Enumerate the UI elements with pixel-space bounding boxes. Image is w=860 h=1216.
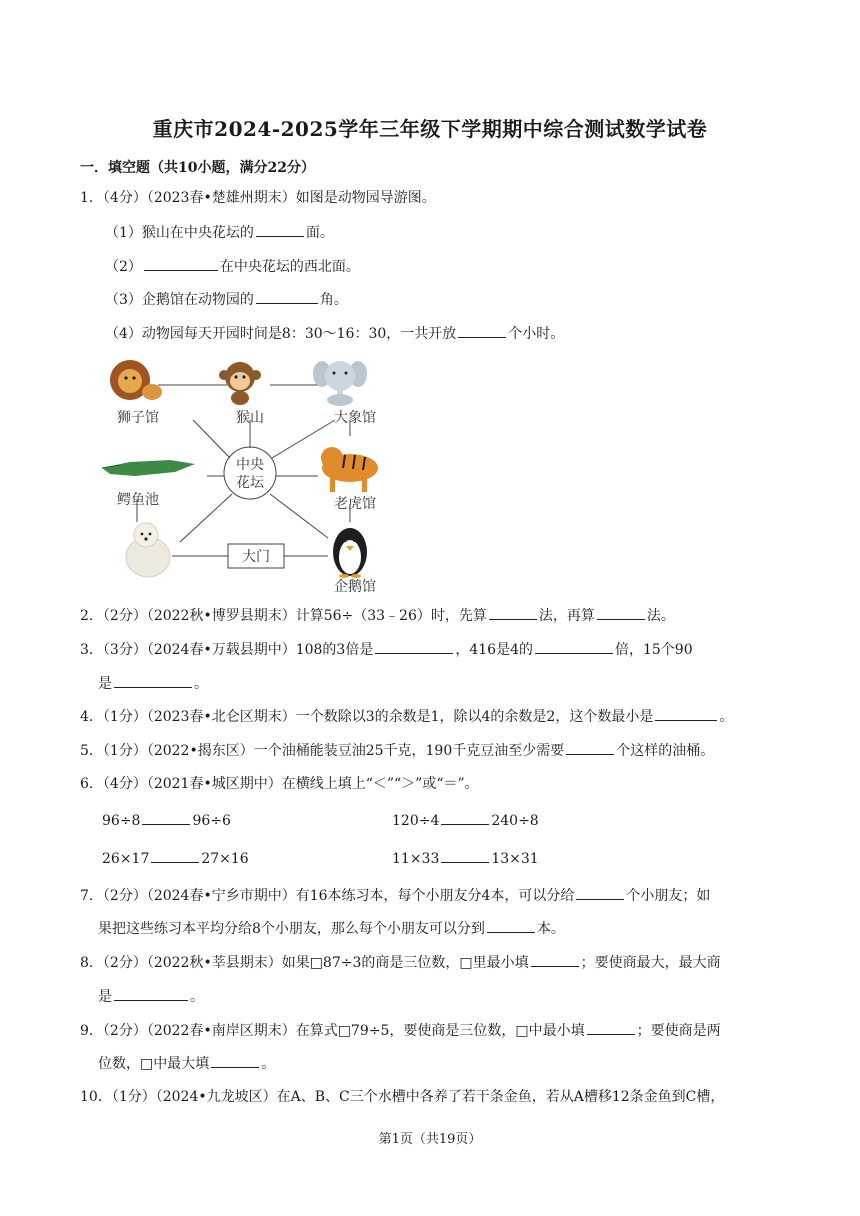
answer-blank[interactable] [655, 706, 717, 721]
central-garden-label-1: 中央 [236, 457, 264, 473]
q6-stem: 6．（4分）（2021春•城区期中）在横线上填上“＜”“＞”或“＝”。 [80, 776, 479, 792]
q7-line1: 7．（2分）（2024春•宁乡市期中）有16本练习本，每个小朋友分4本，可以分给 个小朋友；如 [80, 885, 710, 906]
q1-sub3: （3）企鹅馆在动物园的 角。 [105, 289, 348, 310]
answer-blank[interactable] [489, 605, 537, 620]
q3-line2: 是 。 [98, 673, 208, 694]
tiger-icon [321, 447, 378, 492]
q3-line1: 3．（3分）（2024春•万载县期中）108的3倍是 ，416是4的 倍，15个90 [80, 639, 693, 660]
answer-blank[interactable] [256, 289, 318, 304]
answer-blank[interactable] [142, 810, 190, 825]
crocodile-pool-label: 鳄鱼池 [117, 492, 159, 508]
q6-compare-2: 120÷4 240÷8 [392, 810, 539, 831]
penguin-icon [333, 528, 367, 578]
answer-blank[interactable] [441, 810, 489, 825]
answer-blank[interactable] [211, 1053, 259, 1068]
answer-blank[interactable] [458, 323, 506, 338]
answer-blank[interactable] [587, 1020, 635, 1035]
answer-blank[interactable] [144, 256, 218, 271]
answer-blank[interactable] [375, 639, 453, 654]
section-heading: 一．填空题（共10小题，满分22分） [80, 160, 315, 176]
q9-line2: 位数，□中最大填 。 [98, 1053, 275, 1074]
penguin-house-label: 企鹅馆 [334, 579, 376, 595]
q1-sub4: （4）动物园每天开园时间是8：30～16：30，一共开放 个小时。 [105, 323, 564, 344]
answer-blank[interactable] [531, 952, 579, 967]
elephant-icon [313, 361, 367, 406]
monkey-icon [219, 362, 261, 405]
zoo-map-diagram [100, 352, 385, 597]
q5: 5．（1分）（2022•揭东区）一个油桶能装豆油25千克，190千克豆油至少需要 个这样的油桶。 [80, 740, 714, 761]
q9-line1: 9．（2分）（2022春•南岸区期末）在算式□79÷5，要使商是三位数，□中最小填 ；要使商是两 [80, 1020, 721, 1041]
q6-compare-3: 26×17 27×16 [102, 848, 249, 869]
q8-line2: 是 。 [98, 986, 204, 1007]
q10-line1: 10．（1分）（2024•九龙坡区）在A、B、C三个水槽中各养了若干条金鱼，若从A槽移12条金鱼到C槽， [80, 1089, 725, 1105]
crocodile-icon [102, 460, 195, 476]
q7-line2: 果把这些练习本平均分给8个小朋友，那么每个小朋友可以分到 本。 [98, 918, 565, 939]
answer-blank[interactable] [441, 848, 489, 863]
main-gate-label: 大门 [242, 549, 270, 565]
lion-icon [110, 360, 162, 400]
tiger-house-label: 老虎馆 [334, 496, 376, 512]
page-footer: 第1页（共19页） [378, 1132, 482, 1147]
answer-blank[interactable] [597, 605, 645, 620]
answer-blank[interactable] [566, 740, 614, 755]
q8-line1: 8．（2分）（2022秋•莘县期末）如果□87÷3的商是三位数，□里最小填 ；要使商最大，最大商 [80, 952, 721, 973]
q1-sub2: （2） 在中央花坛的西北面。 [105, 256, 360, 277]
answer-blank[interactable] [114, 673, 192, 688]
answer-blank[interactable] [535, 639, 613, 654]
answer-blank[interactable] [114, 986, 188, 1001]
answer-blank[interactable] [576, 885, 624, 900]
monkey-hill-label: 猴山 [236, 410, 264, 426]
answer-blank[interactable] [256, 222, 304, 237]
q2: 2．（2分）（2022秋•博罗县期末）计算56÷（33﹣26）时，先算 法，再算 法。 [80, 605, 675, 626]
polar-bear-icon [126, 523, 170, 577]
answer-blank[interactable] [151, 848, 199, 863]
q1-stem: 1．（4分）（2023春•楚雄州期末）如图是动物园导游图。 [80, 190, 436, 206]
answer-blank[interactable] [487, 918, 535, 933]
q6-compare-1: 96÷8 96÷6 [102, 810, 231, 831]
q4: 4．（1分）（2023春•北仑区期末）一个数除以3的余数是1，除以4的余数是2，这个数最小是 。 [80, 706, 733, 727]
q1-sub1: （1）猴山在中央花坛的 面。 [105, 222, 334, 243]
q6-compare-4: 11×33 13×31 [392, 848, 539, 869]
lion-house-label: 狮子馆 [117, 410, 159, 426]
elephant-house-label: 大象馆 [334, 410, 376, 426]
central-garden-label-2: 花坛 [236, 475, 264, 491]
page-title: 重庆市2024-2025学年三年级下学期期中综合测试数学试卷 [152, 117, 708, 141]
